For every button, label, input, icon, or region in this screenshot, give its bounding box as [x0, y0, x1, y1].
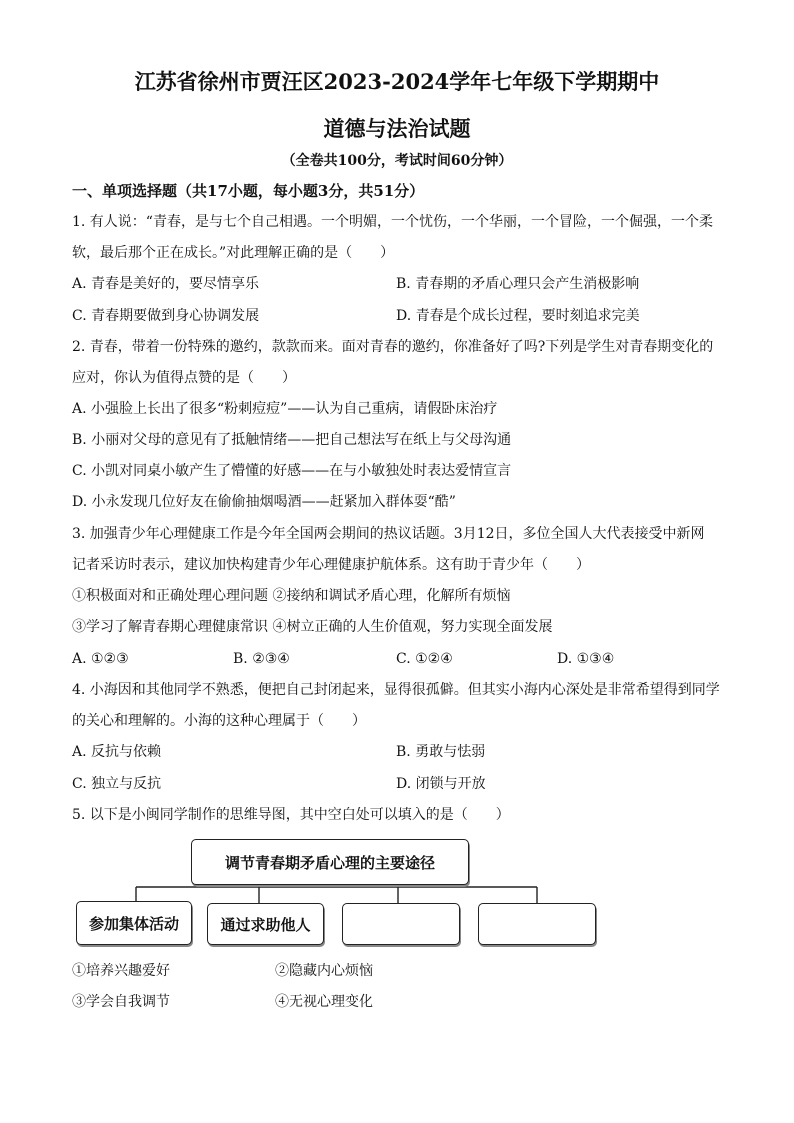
- q5-item-3: ③学会自我调节: [72, 994, 170, 1010]
- q3-stem-line2: 记者采访时表示，建议加快构建青少年心理健康护航体系。这有助于青少年（ ）: [72, 557, 590, 573]
- q4-stem-line2: 的关心和理解的。小海的这种心理属于（ ）: [72, 713, 366, 729]
- q1-option-c: C. 青春期要做到身心协调发展: [72, 308, 260, 324]
- exam-title-line2: 道德与法治试题: [323, 116, 471, 141]
- q4-option-a: A. 反抗与依赖: [72, 744, 162, 760]
- mindmap-blank-node-1: [342, 903, 460, 945]
- q3-items-1-2: ①积极面对和正确处理心理问题 ②接纳和调试矛盾心理，化解所有烦恼: [72, 588, 511, 604]
- q2-stem-line1: 2. 青春，带着一份特殊的邀约，款款而来。面对青春的邀约，你准备好了吗?下列是学生对青春期变化的: [72, 339, 714, 355]
- q2-option-c: C. 小凯对同桌小敏产生了懵懂的好感——在与小敏独处时表达爱情宣言: [72, 463, 512, 479]
- q2-option-b: B. 小丽对父母的意见有了抵触情绪——把自己想法写在纸上与父母沟通: [72, 432, 512, 448]
- q2-stem-line2: 应对，你认为值得点赞的是（ ）: [72, 370, 296, 386]
- q3-option-d: D. ①③④: [557, 651, 615, 667]
- exam-title-line1: 江苏省徐州市贾汪区2023-2024学年七年级下学期期中: [134, 69, 660, 94]
- q3-stem-line1: 3. 加强青少年心理健康工作是今年全国两会期间的热议话题。3月12日，多位全国人大代表接受中新网: [72, 526, 705, 542]
- q3-option-c: C. ①②④: [396, 651, 453, 667]
- mindmap-node-seek-help: 通过求助他人: [207, 903, 324, 945]
- q2-option-a: A. 小强脸上长出了很多“粉刺痘痘”——认为自己重病，请假卧床治疗: [72, 401, 498, 417]
- q4-stem-line1: 4. 小海因和其他同学不熟悉，便把自己封闭起来，显得很孤僻。但其实小海内心深处是非常希望得到同学: [72, 682, 720, 698]
- mindmap-blank-node-2: [478, 903, 596, 945]
- q3-items-3-4: ③学习了解青春期心理健康常识 ④树立正确的人生价值观，努力实现全面发展: [72, 619, 553, 635]
- mindmap-root-node: 调节青春期矛盾心理的主要途径: [191, 839, 469, 885]
- q5-item-2: ②隐藏内心烦恼: [275, 963, 373, 979]
- q1-stem-line1: 1. 有人说：“青春，是与七个自己相遇。一个明媚，一个忧伤，一个华丽，一个冒险，一个倔强，一个柔: [72, 214, 713, 230]
- q5-item-1: ①培养兴趣爱好: [72, 963, 170, 979]
- q4-option-c: C. 独立与反抗: [72, 776, 162, 792]
- q1-option-d: D. 青春是个成长过程，要时刻追求完美: [396, 308, 640, 324]
- q4-option-d: D. 闭锁与开放: [396, 776, 486, 792]
- q5-stem-line1: 5. 以下是小闽同学制作的思维导图，其中空白处可以填入的是（ ）: [72, 807, 510, 823]
- mindmap-node-collective-activity: 参加集体活动: [76, 901, 192, 945]
- q1-option-a: A. 青春是美好的，要尽情享乐: [72, 276, 260, 292]
- q5-item-4: ④无视心理变化: [275, 994, 373, 1010]
- q4-option-b: B. 勇敢与怯弱: [396, 744, 486, 760]
- q3-option-a: A. ①②③: [72, 651, 129, 667]
- section-heading: 一、单项选择题（共17小题，每小题3分，共51分）: [72, 182, 425, 200]
- q1-stem-line2: 软，最后那个正在成长。”对此理解正确的是（ ）: [72, 245, 395, 261]
- q1-option-b: B. 青春期的矛盾心理只会产生消极影响: [396, 276, 640, 292]
- exam-subtitle: （全卷共100分，考试时间60分钟）: [281, 153, 513, 169]
- q2-option-d: D. 小永发现几位好友在偷偷抽烟喝酒——赶紧加入群体耍“酷”: [72, 494, 456, 510]
- q3-option-b: B. ②③④: [233, 651, 290, 667]
